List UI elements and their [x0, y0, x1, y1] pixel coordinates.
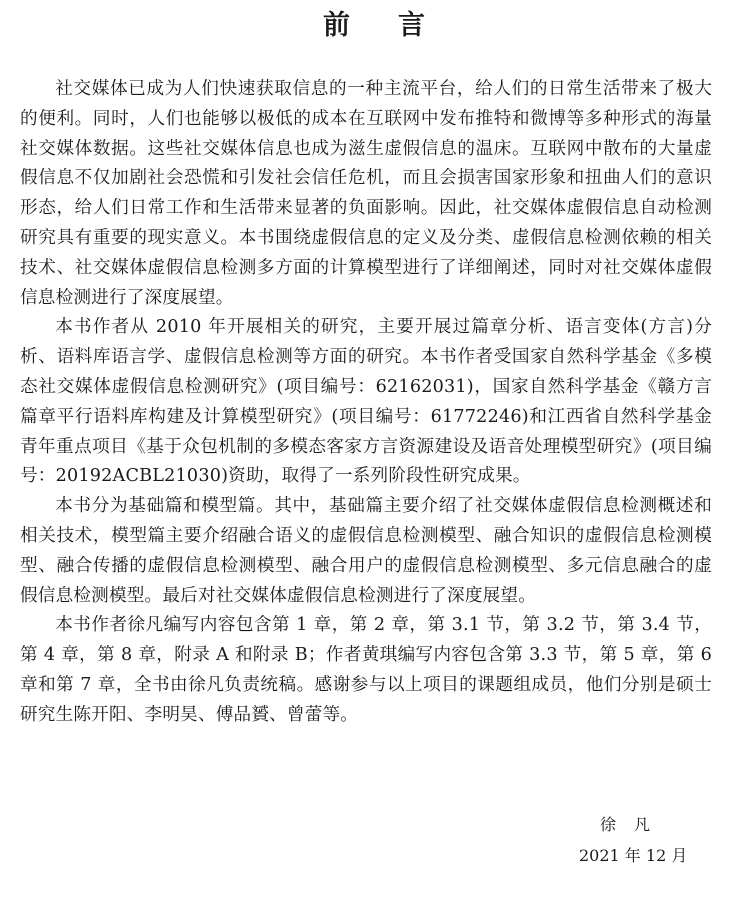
date-text: 2021 年 12 月 [579, 846, 688, 865]
paragraph: 社交媒体已成为人们快速获取信息的一种主流平台，给人们的日常生活带来了极大的便利。同时，人们也能够以极低的成本在互联网中发布推特和微博等多种形式的海量社交媒体数据。这些社交媒体信息也成为滋生虚假信息的温床。互联网中散布的大量虚假信息不仅加剧社会恐慌和引发社会信任危机，而且会损害国家形象和扭曲人们的意识形态，给人们日常工作和生活带来显著的负面影响。因此，社交媒体虚假信息自动检测研究具有重要的现实意义。本书围绕虚假信息的定义及分类、虚假信息检测依赖的相关技术、社交媒体虚假信息检测多方面的计算模型进行了详细阐述，同时对社交媒体虚假信息检测进行了深度展望。 [20, 79, 712, 308]
paragraph: 本书作者徐凡编写内容包含第 1 章，第 2 章，第 3.1 节，第 3.2 节，第 3.4 节，第 4 章，第 8 章，附录 A 和附录 B；作者黄琪编写内容包含第 3.3 节，第 5 章，第 6 章和第 7 章，全书由徐凡负责统稿。感谢参与以上项目的课题组成员，他们分别是硕士研究生陈开阳、李明昊、傅品贇、曾蕾等。 [20, 615, 712, 725]
paragraph: 本书作者从 2010 年开展相关的研究，主要开展过篇章分析、语言变体(方言)分析、语料库语言学、虚假信息检测等方面的研究。本书作者受国家自然科学基金《多模态社交媒体虚假信息检测研究》(项目编号：62162031)，国家自然科学基金《赣方言篇章平行语料库构建及计算模型研究》(项目编号：61772246)和江西省自然科学基金青年重点项目《基于众包机制的多模态客家方言资源建设及语音处理模型研究》(项目编号：20192ACBL21030)资助，取得了一系列阶段性研究成果。 [20, 317, 712, 487]
author-name: 徐凡 [600, 815, 669, 834]
page-title: 前言 [323, 10, 473, 41]
preface-body [20, 75, 712, 731]
paragraph: 本书分为基础篇和模型篇。其中，基础篇主要介绍了社交媒体虚假信息检测概述和相关技术，模型篇主要介绍融合语义的虚假信息检测模型、融合知识的虚假信息检测模型、融合传播的虚假信息检测模型、融合用户的虚假信息检测模型、多元信息融合的虚假信息检测模型。最后对社交媒体虚假信息检测进行了深度展望。 [20, 496, 712, 606]
